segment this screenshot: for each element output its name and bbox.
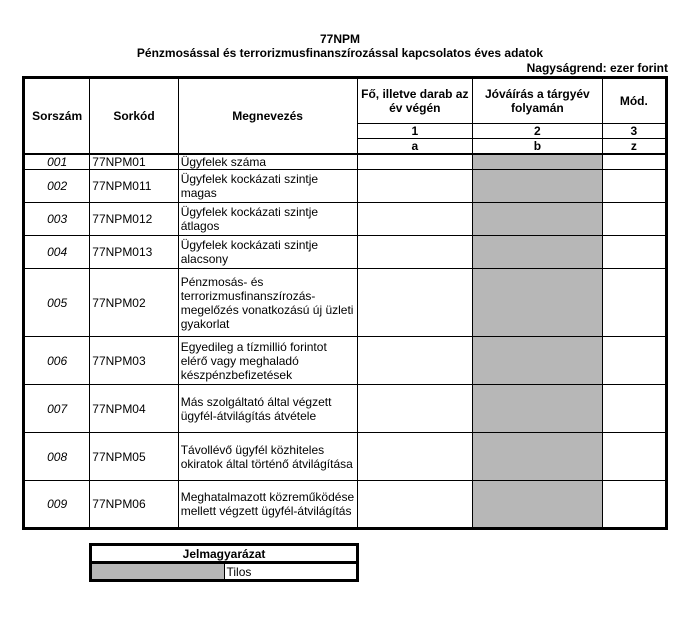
header-col3-num: 3 [602, 124, 666, 139]
table-row [24, 433, 667, 481]
form-code: 77NPM [319, 32, 360, 46]
cell-col3[interactable] [602, 236, 666, 269]
row-name: Ügyfelek kockázati szintje átlagos [178, 203, 357, 236]
form-title: Pénzmosással és terrorizmusfinanszírozással kapcsolatos éves adatok [136, 46, 544, 60]
row-code: 77NPM01 [90, 154, 178, 170]
row-number: 007 [24, 385, 90, 433]
row-number: 001 [24, 154, 90, 170]
header-col3-letter: z [602, 139, 666, 155]
legend-swatch-forbidden [91, 563, 225, 581]
row-code: 77NPM012 [90, 203, 178, 236]
header-col2-letter: b [473, 139, 603, 155]
row-number: 004 [24, 236, 90, 269]
header-col1: Fő, illetve darab az év végén [357, 78, 473, 124]
row-name: Pénzmosás- és terrorizmusfinanszírozás-megelőzés vonatkozású új üzleti gyakorlat [178, 269, 357, 337]
cell-col2-forbidden [473, 203, 603, 236]
table-row [24, 203, 667, 236]
cell-col3[interactable] [602, 433, 666, 481]
table-row [24, 385, 667, 433]
legend-table [89, 543, 359, 582]
cell-col1[interactable] [357, 481, 473, 529]
row-code: 77NPM03 [90, 337, 178, 385]
cell-col2-forbidden [473, 154, 603, 170]
cell-col1[interactable] [357, 433, 473, 481]
header-col1-letter: a [357, 139, 473, 155]
unit-label: Nagyságrend: ezer forint [526, 61, 668, 75]
cell-col2-forbidden [473, 170, 603, 203]
row-number: 008 [24, 433, 90, 481]
header-megnevezes: Megnevezés [178, 78, 357, 155]
row-code: 77NPM02 [90, 269, 178, 337]
table-row [24, 481, 667, 529]
row-number: 006 [24, 337, 90, 385]
row-number: 002 [24, 170, 90, 203]
row-name: Ügyfelek száma [178, 154, 357, 170]
table-row [24, 170, 667, 203]
cell-col3[interactable] [602, 170, 666, 203]
cell-col1[interactable] [357, 269, 473, 337]
cell-col2-forbidden [473, 385, 603, 433]
cell-col3[interactable] [602, 154, 666, 170]
cell-col2-forbidden [473, 236, 603, 269]
row-name: Ügyfelek kockázati szintje alacsony [178, 236, 357, 269]
header-col2-num: 2 [473, 124, 603, 139]
header-sorszam: Sorszám [24, 78, 90, 155]
cell-col3[interactable] [602, 203, 666, 236]
cell-col2-forbidden [473, 337, 603, 385]
cell-col1[interactable] [357, 236, 473, 269]
row-name: Más szolgáltató által végzett ügyfél-átvilágítás átvétele [178, 385, 357, 433]
table-row [24, 236, 667, 269]
cell-col3[interactable] [602, 269, 666, 337]
row-number: 005 [24, 269, 90, 337]
table-row [24, 337, 667, 385]
row-code: 77NPM011 [90, 170, 178, 203]
cell-col1[interactable] [357, 337, 473, 385]
cell-col3[interactable] [602, 385, 666, 433]
row-number: 009 [24, 481, 90, 529]
cell-col2-forbidden [473, 433, 603, 481]
cell-col1[interactable] [357, 154, 473, 170]
row-name: Egyedileg a tízmillió forintot elérő vagy meghaladó készpénzbefizetések [178, 337, 357, 385]
legend-title: Jelmagyarázat [91, 545, 358, 563]
header-col3: Mód. [602, 78, 666, 124]
row-code: 77NPM06 [90, 481, 178, 529]
cell-col1[interactable] [357, 203, 473, 236]
cell-col2-forbidden [473, 269, 603, 337]
row-number: 003 [24, 203, 90, 236]
row-code: 77NPM05 [90, 433, 178, 481]
legend-item-label: Tilos [224, 563, 358, 581]
row-code: 77NPM04 [90, 385, 178, 433]
row-name: Meghatalmazott közreműködése mellett végzett ügyfél-átvilágítás [178, 481, 357, 529]
row-name: Távollévő ügyfél közhiteles okiratok által történő átvilágítása [178, 433, 357, 481]
cell-col3[interactable] [602, 337, 666, 385]
cell-col3[interactable] [602, 481, 666, 529]
row-code: 77NPM013 [90, 236, 178, 269]
cell-col1[interactable] [357, 385, 473, 433]
row-name: Ügyfelek kockázati szintje magas [178, 170, 357, 203]
cell-col1[interactable] [357, 170, 473, 203]
cell-col2-forbidden [473, 481, 603, 529]
header-sorkod: Sorkód [90, 78, 178, 155]
header-col2: Jóváírás a tárgyév folyamán [473, 78, 603, 124]
header-col1-num: 1 [357, 124, 473, 139]
data-table [22, 76, 668, 530]
table-row [24, 154, 667, 170]
table-row [24, 269, 667, 337]
